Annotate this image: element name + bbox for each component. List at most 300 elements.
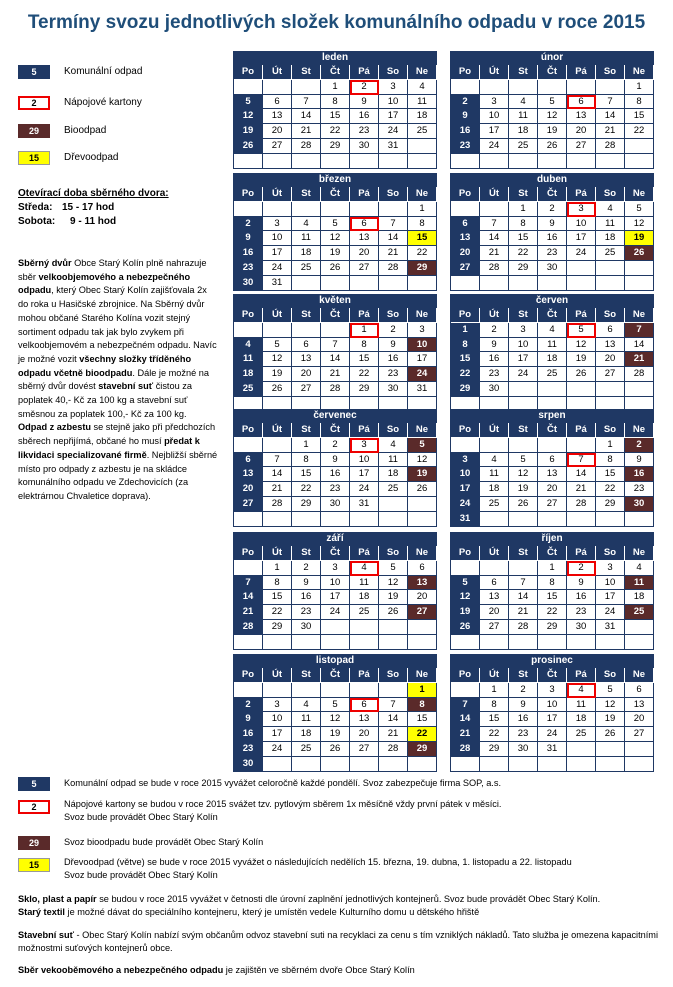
empty-cell <box>408 620 437 635</box>
empty-cell <box>234 683 263 698</box>
day-cell: 29 <box>350 382 379 397</box>
day-cell: 5 <box>379 561 408 576</box>
day-cell: 11 <box>292 231 321 246</box>
day-cell: 23 <box>538 246 567 261</box>
empty-cell <box>625 276 654 291</box>
day-cell: 18 <box>234 367 263 382</box>
day-header: St <box>509 668 538 683</box>
day-cell: 26 <box>596 727 625 742</box>
day-header: So <box>379 423 408 438</box>
day-cell: 19 <box>234 124 263 139</box>
empty-cell <box>263 202 292 217</box>
day-cell: 3 <box>321 561 350 576</box>
day-cell: 26 <box>408 482 437 497</box>
day-header: Út <box>480 65 509 80</box>
day-cell: 22 <box>350 367 379 382</box>
day-header: Pá <box>567 546 596 561</box>
day-cell: 31 <box>408 382 437 397</box>
month-days <box>450 64 654 169</box>
note-line: Nápojové kartony se budou v roce 2015 svážet tzv. pytlovým sběrem 1x měsíčně vždy první pátek v měsíci. <box>64 799 502 809</box>
month-days <box>233 307 437 412</box>
note-line: Svoz bude provádět Obec Starý Kolín <box>64 812 218 822</box>
day-header: So <box>596 308 625 323</box>
day-header: Ne <box>408 668 437 683</box>
empty-cell <box>379 276 408 291</box>
day-cell: 8 <box>292 453 321 468</box>
para-bold: Odpad z azbestu <box>18 422 91 433</box>
day-cell: 31 <box>263 276 292 291</box>
day-cell: 16 <box>379 352 408 367</box>
day-cell: 18 <box>292 246 321 261</box>
day-header: St <box>292 65 321 80</box>
note-line: Svoz bude provádět Obec Starý Kolín <box>64 870 218 880</box>
day-header: Ne <box>625 65 654 80</box>
day-cell: 2 <box>538 202 567 217</box>
empty-cell <box>451 276 480 291</box>
note-text: je zajištěn ve sběrném dvoře Obce Starý Kolín <box>223 965 415 975</box>
day-cell: 21 <box>379 246 408 261</box>
day-cell: 1 <box>509 202 538 217</box>
day-cell: 10 <box>263 231 292 246</box>
day-cell: 29 <box>321 139 350 154</box>
day-cell: 5 <box>408 438 437 453</box>
day-cell: 21 <box>234 605 263 620</box>
empty-cell <box>480 757 509 772</box>
day-cell: 14 <box>292 109 321 124</box>
day-header: Čt <box>321 187 350 202</box>
day-header: Ne <box>408 546 437 561</box>
day-cell: 9 <box>292 576 321 591</box>
day-cell: 16 <box>538 231 567 246</box>
day-cell: 28 <box>509 620 538 635</box>
day-cell: 2 <box>480 323 509 338</box>
day-header: So <box>379 65 408 80</box>
day-cell: 8 <box>451 338 480 353</box>
note-text-communal: Komunální odpad se bude v roce 2015 vyvážet celoročně každé pondělí. Svoz zabezpečuje firma SOP, a.s. <box>64 778 502 788</box>
day-header: Čt <box>321 65 350 80</box>
day-cell: 13 <box>596 338 625 353</box>
empty-cell <box>538 512 567 527</box>
day-cell: 29 <box>263 620 292 635</box>
day-header: Út <box>263 308 292 323</box>
day-cell: 21 <box>321 367 350 382</box>
day-cell: 21 <box>596 124 625 139</box>
day-header: Pá <box>350 546 379 561</box>
empty-cell <box>350 620 379 635</box>
day-cell: 3 <box>263 217 292 232</box>
legend-bio <box>18 124 218 138</box>
day-cell: 1 <box>451 323 480 338</box>
day-cell: 1 <box>408 202 437 217</box>
day-header: Pá <box>350 308 379 323</box>
day-cell: 3 <box>596 561 625 576</box>
day-cell: 12 <box>263 352 292 367</box>
day-cell: 4 <box>480 453 509 468</box>
empty-cell <box>408 276 437 291</box>
day-header: Ne <box>408 423 437 438</box>
day-cell: 28 <box>292 139 321 154</box>
day-cell: 9 <box>567 576 596 591</box>
month-duben <box>450 173 654 291</box>
day-cell: 12 <box>509 467 538 482</box>
day-cell: 6 <box>480 576 509 591</box>
day-cell: 28 <box>596 139 625 154</box>
empty-cell <box>625 139 654 154</box>
day-cell: 4 <box>538 323 567 338</box>
month-name: leden <box>233 51 437 64</box>
day-cell: 24 <box>567 246 596 261</box>
empty-cell <box>379 512 408 527</box>
empty-cell <box>567 635 596 650</box>
day-cell: 10 <box>596 576 625 591</box>
day-cell: 5 <box>321 698 350 713</box>
empty-cell <box>234 80 263 95</box>
day-cell: 27 <box>538 497 567 512</box>
day-cell: 28 <box>451 742 480 757</box>
note-glass-plastic-paper <box>18 893 658 919</box>
day-cell: 2 <box>379 323 408 338</box>
day-cell: 7 <box>567 453 596 468</box>
day-cell: 29 <box>480 742 509 757</box>
day-cell: 7 <box>379 217 408 232</box>
day-cell: 17 <box>509 352 538 367</box>
day-cell: 30 <box>292 620 321 635</box>
day-header: Čt <box>538 546 567 561</box>
day-cell: 29 <box>538 620 567 635</box>
day-cell: 14 <box>480 231 509 246</box>
day-cell: 20 <box>350 246 379 261</box>
day-cell: 15 <box>538 590 567 605</box>
day-cell: 21 <box>567 482 596 497</box>
day-cell: 2 <box>350 80 379 95</box>
day-cell: 17 <box>567 231 596 246</box>
day-cell: 25 <box>234 382 263 397</box>
day-cell: 2 <box>234 698 263 713</box>
day-cell: 17 <box>596 590 625 605</box>
day-cell: 8 <box>625 95 654 110</box>
day-cell: 26 <box>379 605 408 620</box>
day-cell: 4 <box>379 438 408 453</box>
legend-badge-cartons: 2 <box>18 96 50 110</box>
day-cell: 27 <box>596 367 625 382</box>
para-text: , který Obec Starý Kolín zajišťovala 2x do roka u Hasičské zbrojnice. Na Sběrný dvůr mohou občané Starého Kolína vozit stejný sortiment odpadu tak jak bylo zvykem při velkoobjemovém a nebezpečném odpadu. Navíc je možné vozit <box>18 285 217 364</box>
para-bold: stavební suť <box>98 381 154 392</box>
day-cell: 10 <box>509 338 538 353</box>
day-cell: 20 <box>596 352 625 367</box>
note-bold: Sklo, plast a papír <box>18 894 97 904</box>
day-header: Út <box>480 308 509 323</box>
day-cell: 9 <box>480 338 509 353</box>
day-header: St <box>292 187 321 202</box>
month-prosinec <box>450 654 654 772</box>
day-cell: 10 <box>379 95 408 110</box>
day-cell: 9 <box>234 712 263 727</box>
empty-cell <box>234 438 263 453</box>
day-cell: 1 <box>625 80 654 95</box>
day-header: Ne <box>408 187 437 202</box>
empty-cell <box>625 382 654 397</box>
empty-cell <box>451 683 480 698</box>
empty-cell <box>538 757 567 772</box>
day-cell: 25 <box>379 482 408 497</box>
day-cell: 30 <box>234 276 263 291</box>
day-cell: 8 <box>408 698 437 713</box>
day-cell: 23 <box>321 482 350 497</box>
empty-cell <box>451 757 480 772</box>
day-cell: 13 <box>538 467 567 482</box>
day-cell: 20 <box>408 590 437 605</box>
day-cell: 6 <box>350 698 379 713</box>
day-header: Čt <box>321 668 350 683</box>
empty-cell <box>567 512 596 527</box>
empty-cell <box>567 757 596 772</box>
empty-cell <box>538 438 567 453</box>
month-name: září <box>233 532 437 545</box>
day-cell: 23 <box>567 605 596 620</box>
empty-cell <box>408 497 437 512</box>
day-cell: 16 <box>234 246 263 261</box>
day-cell: 15 <box>321 109 350 124</box>
legend-label-bio: Bioodpad <box>64 125 107 136</box>
day-cell: 19 <box>263 367 292 382</box>
day-cell: 20 <box>234 482 263 497</box>
day-cell: 22 <box>480 727 509 742</box>
empty-cell <box>567 742 596 757</box>
month-name: duben <box>450 173 654 186</box>
empty-cell <box>263 757 292 772</box>
day-header: Pá <box>567 308 596 323</box>
day-cell: 3 <box>350 438 379 453</box>
day-cell: 31 <box>379 139 408 154</box>
day-cell: 10 <box>451 467 480 482</box>
empty-cell <box>292 154 321 169</box>
day-cell: 13 <box>567 109 596 124</box>
day-cell: 23 <box>292 605 321 620</box>
day-cell: 26 <box>321 742 350 757</box>
empty-cell <box>480 80 509 95</box>
day-cell: 22 <box>625 124 654 139</box>
day-header: So <box>596 65 625 80</box>
month-březen <box>233 173 437 291</box>
empty-cell <box>625 154 654 169</box>
day-cell: 25 <box>509 139 538 154</box>
day-cell: 22 <box>509 246 538 261</box>
day-cell: 2 <box>451 95 480 110</box>
legend-wood <box>18 151 218 165</box>
empty-cell <box>596 276 625 291</box>
day-header: Čt <box>321 423 350 438</box>
day-cell: 19 <box>538 124 567 139</box>
para-bold: všechny složky tříděného odpadu včetně bioodpadu <box>18 353 192 378</box>
empty-cell <box>292 323 321 338</box>
para-text: . Nejbližší sběrné místo pro odpady z azbestu je na skládce komunálního odpadu ve Zdechovicích (za elektrárnou Chvaletice doprava). <box>18 449 218 501</box>
month-září <box>233 532 437 650</box>
empty-cell <box>408 512 437 527</box>
day-cell: 23 <box>350 124 379 139</box>
empty-cell <box>509 438 538 453</box>
day-cell: 28 <box>480 261 509 276</box>
month-říjen <box>450 532 654 650</box>
empty-cell <box>451 438 480 453</box>
day-cell: 4 <box>292 698 321 713</box>
day-header: Ne <box>408 308 437 323</box>
day-cell: 13 <box>350 231 379 246</box>
note-badge-bio: 29 <box>18 836 50 850</box>
day-cell: 6 <box>292 338 321 353</box>
day-cell: 5 <box>509 453 538 468</box>
empty-cell <box>379 202 408 217</box>
day-cell: 28 <box>625 367 654 382</box>
day-cell: 14 <box>567 467 596 482</box>
day-cell: 20 <box>350 727 379 742</box>
empty-cell <box>509 757 538 772</box>
empty-cell <box>263 154 292 169</box>
note-bold: Starý textil <box>18 907 65 918</box>
day-cell: 31 <box>596 620 625 635</box>
empty-cell <box>596 742 625 757</box>
day-header: Po <box>234 65 263 80</box>
empty-cell <box>567 154 596 169</box>
empty-cell <box>321 323 350 338</box>
legend-label-wood: Dřevoodpad <box>64 152 119 163</box>
day-cell: 15 <box>451 352 480 367</box>
day-cell: 9 <box>321 453 350 468</box>
day-cell: 4 <box>596 202 625 217</box>
day-cell: 26 <box>263 382 292 397</box>
day-cell: 27 <box>292 382 321 397</box>
month-name: červenec <box>233 409 437 422</box>
day-cell: 14 <box>379 231 408 246</box>
day-cell: 7 <box>596 95 625 110</box>
month-days <box>233 667 437 772</box>
day-cell: 19 <box>596 712 625 727</box>
day-cell: 30 <box>350 139 379 154</box>
empty-cell <box>596 382 625 397</box>
day-cell: 9 <box>379 338 408 353</box>
day-cell: 27 <box>350 261 379 276</box>
day-cell: 23 <box>451 139 480 154</box>
empty-cell <box>596 512 625 527</box>
day-cell: 11 <box>567 698 596 713</box>
day-header: St <box>509 546 538 561</box>
day-header: Čt <box>538 423 567 438</box>
day-cell: 9 <box>350 95 379 110</box>
day-cell: 20 <box>567 124 596 139</box>
day-cell: 8 <box>263 576 292 591</box>
day-cell: 15 <box>480 712 509 727</box>
day-cell: 13 <box>292 352 321 367</box>
empty-cell <box>625 757 654 772</box>
day-cell: 24 <box>480 139 509 154</box>
empty-cell <box>350 276 379 291</box>
day-header: Čt <box>538 308 567 323</box>
empty-cell <box>379 757 408 772</box>
day-cell: 12 <box>321 712 350 727</box>
day-cell: 16 <box>234 727 263 742</box>
day-cell: 21 <box>292 124 321 139</box>
empty-cell <box>451 80 480 95</box>
empty-cell <box>538 276 567 291</box>
day-header: St <box>292 546 321 561</box>
month-days <box>233 186 437 291</box>
day-cell: 10 <box>408 338 437 353</box>
day-cell: 20 <box>263 124 292 139</box>
empty-cell <box>625 620 654 635</box>
day-header: Út <box>263 423 292 438</box>
empty-cell <box>350 635 379 650</box>
day-cell: 16 <box>451 124 480 139</box>
day-header: Po <box>234 423 263 438</box>
empty-cell <box>509 382 538 397</box>
day-header: Út <box>480 187 509 202</box>
day-header: Čt <box>538 187 567 202</box>
day-cell: 6 <box>350 217 379 232</box>
day-header: So <box>596 668 625 683</box>
day-cell: 1 <box>321 80 350 95</box>
day-cell: 24 <box>263 261 292 276</box>
day-cell: 14 <box>596 109 625 124</box>
day-header: Po <box>451 668 480 683</box>
day-cell: 5 <box>596 683 625 698</box>
day-header: Po <box>234 308 263 323</box>
empty-cell <box>292 512 321 527</box>
day-cell: 28 <box>263 497 292 512</box>
day-cell: 12 <box>538 109 567 124</box>
empty-cell <box>451 561 480 576</box>
day-cell: 3 <box>538 683 567 698</box>
empty-cell <box>263 683 292 698</box>
day-cell: 1 <box>263 561 292 576</box>
day-cell: 30 <box>321 497 350 512</box>
day-cell: 17 <box>408 352 437 367</box>
day-cell: 24 <box>538 727 567 742</box>
day-cell: 21 <box>625 352 654 367</box>
day-cell: 10 <box>567 217 596 232</box>
day-header: So <box>379 308 408 323</box>
day-header: St <box>292 308 321 323</box>
day-cell: 19 <box>625 231 654 246</box>
day-cell: 10 <box>538 698 567 713</box>
day-cell: 19 <box>509 482 538 497</box>
empty-cell <box>350 757 379 772</box>
empty-cell <box>234 635 263 650</box>
day-cell: 27 <box>625 727 654 742</box>
day-header: So <box>596 546 625 561</box>
day-cell: 5 <box>263 338 292 353</box>
day-cell: 16 <box>350 109 379 124</box>
day-header: Út <box>263 187 292 202</box>
day-cell: 27 <box>234 497 263 512</box>
day-cell: 24 <box>350 482 379 497</box>
day-cell: 1 <box>408 683 437 698</box>
month-days <box>450 186 654 291</box>
day-cell: 18 <box>350 590 379 605</box>
note-line: Dřevoodpad (větve) se bude v roce 2015 vyvážet o následujících nedělích 15. března, 19. dubna, 1. listopadu a 22. listopadu <box>64 857 572 867</box>
page-title: Termíny svozu jednotlivých složek komunálního odpadu v roce 2015 <box>27 12 646 33</box>
empty-cell <box>292 202 321 217</box>
para-bold: Sběrný dvůr <box>18 258 72 268</box>
day-cell: 11 <box>234 352 263 367</box>
day-header: Út <box>480 546 509 561</box>
day-cell: 3 <box>480 95 509 110</box>
day-cell: 26 <box>625 246 654 261</box>
day-cell: 18 <box>379 467 408 482</box>
month-days <box>233 64 437 169</box>
day-cell: 7 <box>625 323 654 338</box>
day-cell: 6 <box>408 561 437 576</box>
day-cell: 26 <box>234 139 263 154</box>
note-text: je možné dávat do speciálního kontejneru, který je umístěn vedele Kulturního domu u dětského hřiště <box>64 907 480 918</box>
